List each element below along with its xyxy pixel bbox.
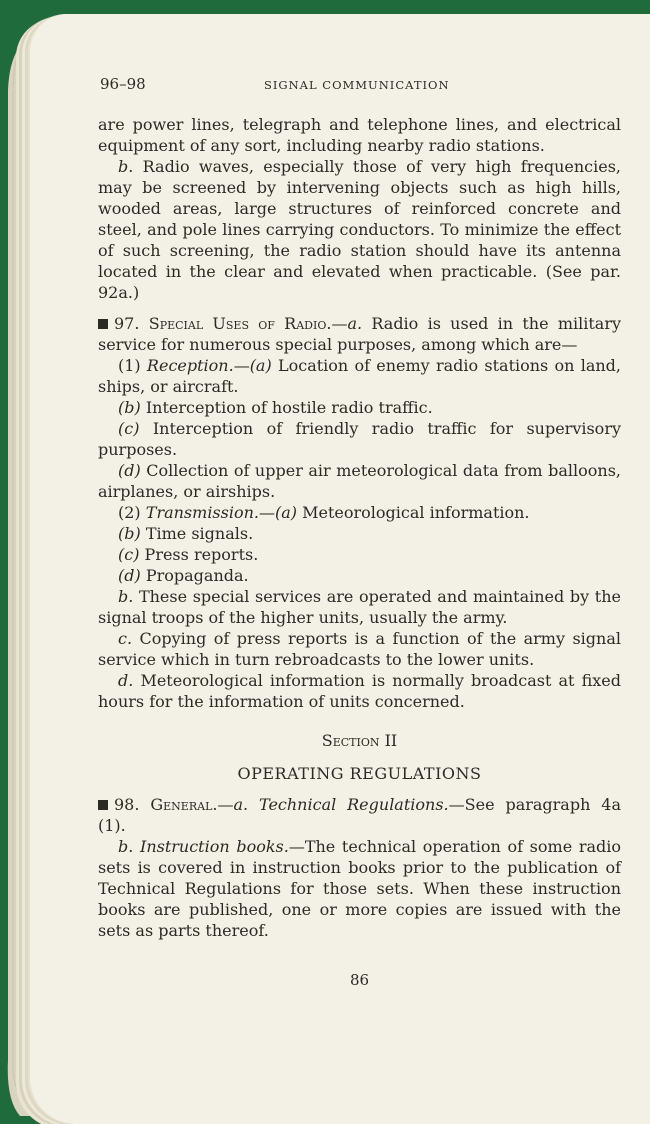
paragraph-range: 96–98 [100, 75, 146, 93]
list-item: (1) Reception.—(a) Location of enemy radio stations on land, ships, or aircraft. [98, 356, 621, 396]
paragraph-97d: d. Meteorological information is normally broadcast at fixed hours for the information of units concerned. [98, 671, 621, 711]
heading-97: Special Uses of Radio. [148, 314, 332, 333]
page-body [98, 114, 621, 941]
page-header [98, 74, 621, 94]
paragraph-98: 98. General.—a. Technical Regulations.—See paragraph 4a (1). [98, 795, 622, 835]
paragraph-97b: b. These special services are operated and maintained by the signal troops of the higher units, usually the army. [98, 587, 621, 627]
section-title: OPERATING REGULATIONS [237, 764, 482, 783]
section-label: Section II [321, 731, 398, 750]
list-item: (b) Interception of hostile radio traffic. [118, 398, 433, 417]
paragraph-96b: b. Radio waves, especially those of very high frequencies, may be screened by intervening objects such as high hills, wooded areas, large structures of reinforced concrete and steel, and pole lines carrying conductors. To minimize the effect of such screening, the radio station should have its antenna located in the clear and elevated when practicable. (See par. 92a.) [98, 157, 621, 302]
list-item: (c) Press reports. [118, 545, 259, 564]
list-item: (2) Transmission.—(a) Meteorological information. [118, 503, 530, 522]
page-number: 86 [349, 971, 370, 989]
paragraph-continuation: are power lines, telegraph and telephone lines, and electrical equipment of any sort, including nearby radio stations. [98, 115, 621, 155]
paragraph-98b: b. Instruction books.—The technical operation of some radio sets is covered in instruction books prior to the publication of Technical Regulations for those sets. When these instruction books are published, one or more copies are issued with the sets as parts thereof. [98, 837, 622, 940]
list-item: (d) Propaganda. [118, 566, 249, 585]
heading-98: General. [150, 795, 218, 814]
paragraph-97c: c. Copying of press reports is a function of the army signal service which in turn rebroadcasts to the lower units. [98, 629, 621, 669]
square-bullet-icon [98, 319, 108, 329]
square-bullet-icon [98, 800, 108, 810]
paragraph-97: 97. Special Uses of Radio.—a. Radio is used in the military service for numerous special purposes, among which are— [98, 314, 622, 354]
running-head: SIGNAL COMMUNICATION [264, 78, 450, 92]
list-item: (d) Collection of upper air meteorological data from balloons, airplanes, or airships. [98, 461, 622, 501]
list-item: (c) Interception of friendly radio traffic for supervisory purposes. [98, 419, 621, 459]
list-item: (b) Time signals. [118, 524, 254, 543]
